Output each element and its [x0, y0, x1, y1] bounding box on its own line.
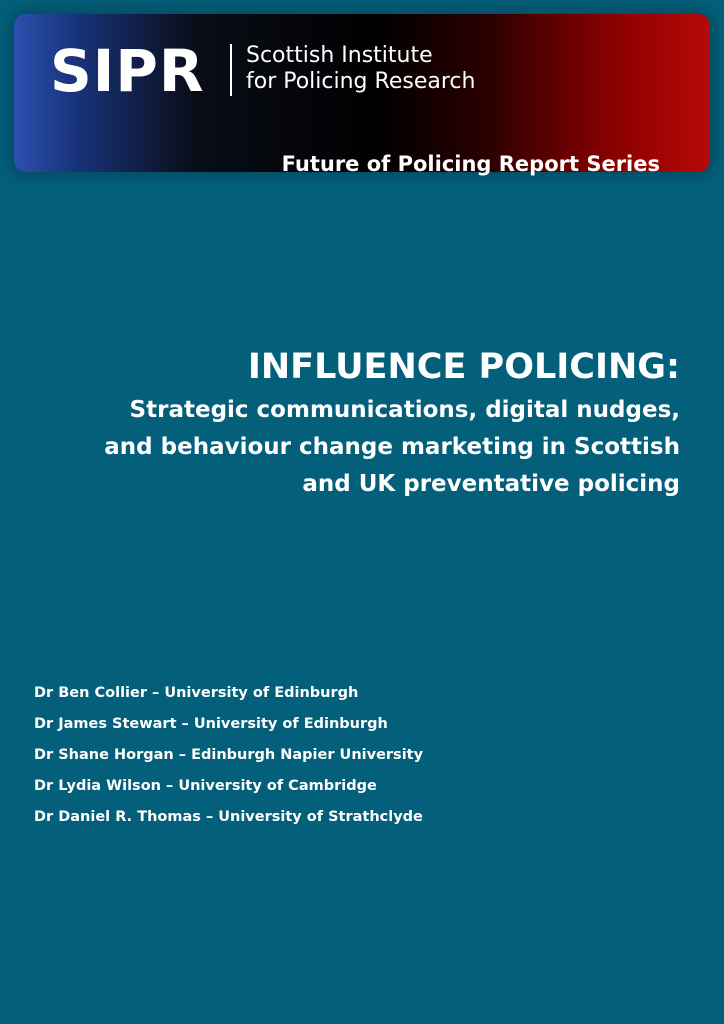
report-subtitle	[40, 392, 680, 503]
institute-name-line-2: for Policing Research	[246, 69, 476, 94]
author-item: Dr James Stewart – University of Edinburgh	[34, 716, 388, 732]
report-series-label: Future of Policing Report Series	[281, 152, 660, 176]
author-item: Dr Shane Horgan – Edinburgh Napier University	[34, 747, 424, 763]
author-list	[34, 678, 423, 833]
subtitle-line-1: Strategic communications, digital nudges,	[129, 397, 680, 423]
subtitle-line-2: and behaviour change marketing in Scottish	[104, 434, 680, 460]
report-title: INFLUENCE POLICING:	[247, 347, 680, 387]
sipr-logo: SIPR	[50, 37, 205, 105]
institute-name	[246, 43, 475, 95]
author-item: Dr Ben Collier – University of Edinburgh	[34, 685, 359, 701]
author-item: Dr Lydia Wilson – University of Cambridge	[34, 778, 377, 794]
institute-name-line-1: Scottish Institute	[246, 43, 433, 68]
subtitle-line-3: and UK preventative policing	[302, 471, 680, 497]
logo-divider	[230, 44, 232, 96]
title-block	[40, 344, 680, 503]
author-item: Dr Daniel R. Thomas – University of Strathclyde	[34, 809, 423, 825]
header-banner	[14, 14, 710, 176]
